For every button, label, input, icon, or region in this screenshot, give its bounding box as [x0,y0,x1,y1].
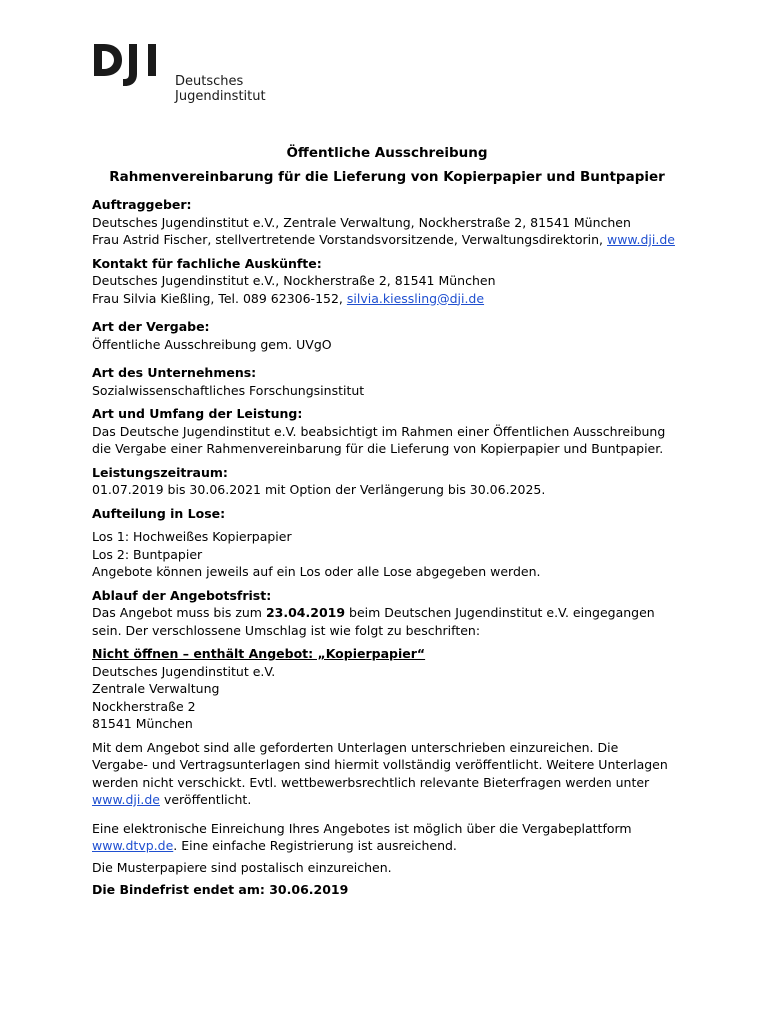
section-kontakt [92,255,682,308]
ablauf-line-1 [92,604,682,622]
heading-unternehmen: Art des Unternehmens: [92,365,257,380]
section-hinweis [92,739,682,809]
elektronisch-post: . Eine einfache Registrierung ist ausreichend. [173,838,457,853]
kontakt-line-2-text: Frau Silvia Kießling, Tel. 089 62306-152, [92,290,343,306]
kontakt-line-1: Deutsches Jugendinstitut e.V., Nockherstraße 2, 81541 München [92,273,496,288]
document-subtitle: Rahmenvereinbarung für die Lieferung von Kopierpapier und Buntpapier [109,169,665,185]
dji-website-link-2[interactable]: www.dji.de [92,792,160,807]
dji-website-link[interactable]: www.dji.de [606,232,675,247]
ablauf-line-2: sein. Der verschlossene Umschlag ist wie folgt zu beschriften: [92,622,481,638]
ablauf-date: 23.04.2019 [265,605,346,620]
hinweis-line-3: werden nicht verschickt. Evtl. wettbewerbsrechtlich relevante Bieterfragen werden unter [92,774,650,790]
umschlag-heading: Nicht öffnen – enthält Angebot: „Kopierpapier“ [92,646,426,661]
document-body [92,143,682,899]
heading-auftraggeber: Auftraggeber: [92,197,192,212]
leistung-line-1: Das Deutsche Jugendinstitut e.V. beabsichtigt im Rahmen einer Öffentlichen Ausschreibung [92,423,666,439]
umschlag-line-4: 81541 München [92,716,193,731]
heading-lose: Aufteilung in Lose: [92,505,226,521]
ablauf-pre: Das Angebot muss bis zum [92,605,262,620]
muster-text: Die Musterpapiere sind postalisch einzureichen. [92,859,392,875]
ablauf-post: beim Deutschen Jugendinstitut e.V. eingegangen [349,605,655,620]
heading-kontakt: Kontakt für fachliche Auskünfte: [92,255,322,271]
logo-line-1: Deutsches [175,74,244,89]
elektronisch-line-1: Eine elektronische Einreichung Ihres Angebotes ist möglich über die Vergabeplattform [92,820,632,836]
vergabe-text: Öffentliche Ausschreibung gem. UVgO [92,336,332,352]
los-2: Los 2: Buntpapier [92,546,203,562]
heading-vergabe: Art der Vergabe: [92,319,210,334]
bindefrist: Die Bindefrist endet am: 30.06.2019 [92,882,349,897]
dtvp-link[interactable]: www.dtvp.de [92,838,174,853]
section-lose [92,505,682,581]
umschlag-line-1: Deutsches Jugendinstitut e.V. [92,663,276,679]
leistung-line-2: die Vergabe einer Rahmenvereinbarung für die Lieferung von Kopierpapier und Buntpapier. [92,441,664,456]
document-title: Öffentliche Ausschreibung [286,145,488,161]
section-leistung [92,405,682,458]
section-zeitraum [92,464,682,499]
kontakt-line-2 [92,290,682,308]
email-link[interactable]: silvia.kiessling@dji.de [346,290,485,306]
heading-ablauf: Ablauf der Angebotsfrist: [92,587,272,603]
zeitraum-text: 01.07.2019 bis 30.06.2021 mit Option der Verlängerung bis 30.06.2025. [92,482,546,497]
hinweis-line-1: Mit dem Angebot sind alle geforderten Unterlagen unterschrieben einzureichen. Die [92,739,619,755]
auftraggeber-line-2-text: Frau Astrid Fischer, stellvertretende Vorstandsvorsitzende, Verwaltungsdirektorin, [92,232,603,247]
section-umschlag [92,645,682,733]
logo-wordmark [175,74,266,104]
logo-line-2: Jugendinstitut [175,89,266,104]
section-ablauf [92,587,682,640]
lose-note: Angebote können jeweils auf ein Los oder alle Lose abgegeben werden. [92,564,541,579]
auftraggeber-line-1: Deutsches Jugendinstitut e.V., Zentrale Verwaltung, Nockherstraße 2, 81541 München [92,214,631,230]
hinweis-post: veröffentlicht. [163,792,252,807]
section-vergabe [92,318,682,353]
section-unternehmen [92,364,682,399]
hinweis-line-4 [92,791,682,809]
heading-leistung: Art und Umfang der Leistung: [92,406,303,421]
section-auftraggeber [92,196,682,249]
hinweis-line-2: Vergabe- und Vertragsunterlagen sind hiermit vollständig veröffentlicht. Weitere Unterlagen [92,757,668,772]
section-elektronisch [92,820,682,877]
elektronisch-line-2 [92,837,682,855]
umschlag-line-3: Nockherstraße 2 [92,698,196,714]
umschlag-line-2: Zentrale Verwaltung [92,681,220,696]
heading-zeitraum: Leistungszeitraum: [92,464,228,480]
unternehmen-text: Sozialwissenschaftliches Forschungsinstitut [92,382,365,398]
auftraggeber-line-2 [92,231,682,249]
los-1: Los 1: Hochweißes Kopierpapier [92,529,292,544]
